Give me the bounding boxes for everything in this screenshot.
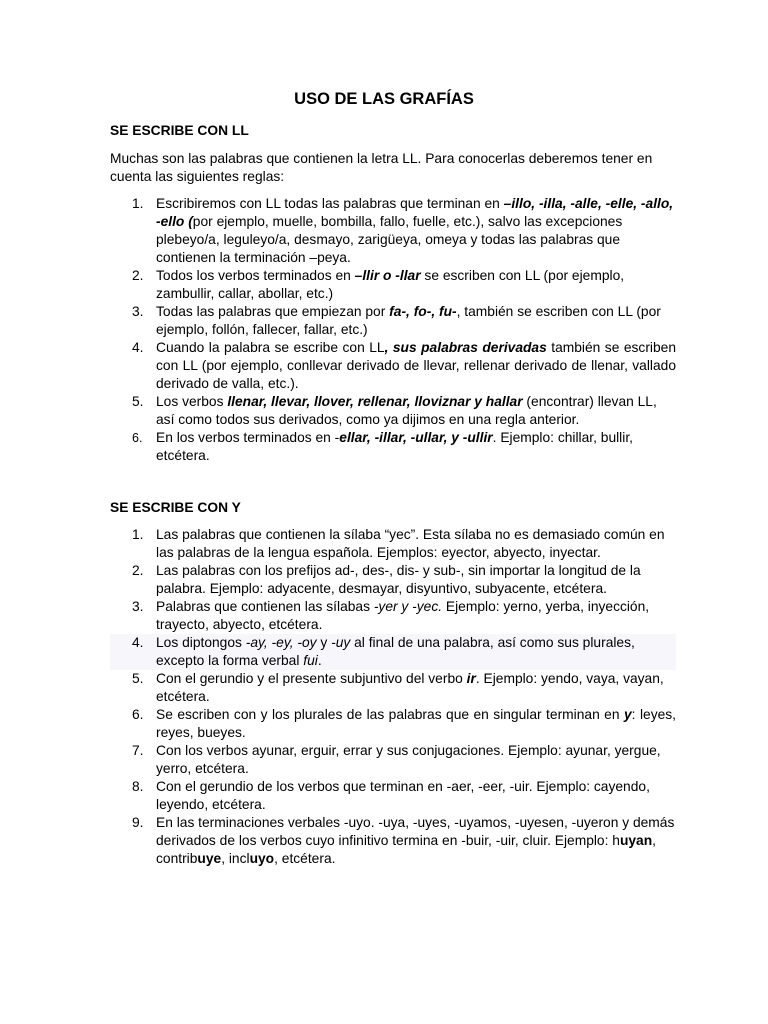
list-item — [110, 303, 676, 339]
rule-text: . — [317, 653, 322, 668]
rule-emphasis: llenar, llevar, llover, rellenar, lloviznar y hallar — [227, 394, 523, 409]
list-item — [110, 778, 676, 814]
rule-text: , etcétera. — [274, 851, 336, 866]
list-item — [110, 393, 676, 429]
rule-text: Los verbos — [156, 394, 228, 409]
rule-emphasis: -yer y -yec. — [373, 599, 443, 614]
rule-text: Todos los verbos terminados en — [156, 268, 355, 283]
rule-text: Con los verbos ayunar, erguir, errar y sus conjugaciones. Ejemplo: ayunar, yergue, yerro, etcétera. — [156, 743, 661, 776]
list-number: 6. — [132, 431, 143, 445]
list-item — [110, 526, 676, 562]
rule-text: por ejemplo, muelle, bombilla, fallo, fuelle, etc.), salvo las excepciones plebeyo/a, leguleyo/a, desmayo, zarigüeya, omeya y todas las palabras que contienen la terminación –peya. — [156, 214, 623, 265]
rule-emphasis: uye — [197, 851, 222, 866]
rule-text: . Ejemplo: chillar, bullir, etcétera. — [156, 430, 633, 463]
rule-emphasis: y — [623, 707, 632, 722]
list-number: 4. — [132, 340, 144, 355]
list-number: 8. — [132, 779, 144, 794]
rule-emphasis: –illo, -illa, -alle, -elle, -allo, -ello ( — [156, 196, 674, 229]
list-number: 5. — [132, 394, 144, 409]
rule-text: (encontrar) llevan LL, así como todos sus derivados, como ya dijimos en una regla anterior. — [156, 394, 657, 427]
list-item — [110, 814, 676, 868]
rule-text: En las terminaciones verbales -uyo. -uya, -uyes, -uyamos, -uyesen, -uyeron y demás derivados de los verbos cuyo infinitivo termina en -buir, -uir, cluir. Ejemplo: h — [156, 815, 675, 848]
list-item — [110, 634, 676, 670]
rule-text: Ejemplo: yerno, yerba, inyección, trayecto, abyecto, etcétera. — [156, 599, 650, 632]
section-heading-y: SE ESCRIBE CON Y — [110, 500, 241, 515]
rule-emphasis: ir — [466, 671, 476, 686]
rule-emphasis: uyo — [249, 851, 275, 866]
rule-text: y — [316, 635, 332, 650]
list-number: 2. — [132, 563, 144, 578]
rule-text: , también se escriben con LL (por ejemplo, follón, fallecer, fallar, etc.) — [156, 304, 661, 337]
rule-emphasis: -uy — [331, 635, 351, 650]
rule-text: también se escriben con LL (por ejemplo, conllevar derivado de llevar, rellenar derivado de llenar, vallado derivado de valla, etc.). — [156, 340, 677, 391]
rule-text: se escriben con LL (por ejemplo, zambullir, callar, abollar, etc.) — [156, 268, 625, 301]
list-number: 6. — [132, 707, 144, 722]
list-item — [110, 339, 676, 393]
y-rules-list — [110, 526, 676, 868]
rule-text: Todas las palabras que empiezan por — [156, 304, 390, 319]
rule-text: Cuando la palabra se escribe con LL — [156, 340, 385, 355]
list-number: 2. — [132, 268, 144, 283]
list-number: 7. — [132, 743, 144, 758]
list-item — [110, 598, 676, 634]
intro-paragraph: Muchas son las palabras que contienen la letra LL. Para conocerlas deberemos tener en cuenta las siguientes reglas: — [110, 151, 653, 184]
rule-text: , incl — [221, 851, 250, 866]
list-item — [110, 706, 676, 742]
rule-text: : leyes, reyes, bueyes. — [156, 707, 676, 740]
list-number: 3. — [132, 304, 144, 319]
rule-emphasis: –llir o -llar — [354, 268, 421, 283]
list-item — [110, 195, 676, 267]
list-item — [110, 429, 676, 465]
rule-text: Las palabras con los prefijos ad-, des-, dis- y sub-, sin importar la longitud de la palabra. Ejemplo: adyacente, desmayar, disyuntivo, subyacente, etcétera. — [156, 563, 641, 596]
rule-emphasis: fui — [303, 653, 318, 668]
list-item — [110, 267, 676, 303]
rule-emphasis: -ay, -ey, -oy — [245, 635, 317, 650]
list-number: 5. — [132, 671, 144, 686]
rule-text: En los verbos terminados en - — [156, 430, 340, 445]
rule-text: , contrib — [156, 833, 656, 866]
rule-text: . Ejemplo: yendo, vaya, vayan, etcétera. — [156, 671, 664, 704]
ll-rules-list — [110, 195, 676, 465]
rule-emphasis: uyan — [619, 833, 653, 848]
rule-text: Palabras que contienen las sílabas — [156, 599, 374, 614]
list-item — [110, 670, 676, 706]
rule-emphasis: ellar, -illar, -ullar, y -ullir — [339, 430, 493, 445]
list-number: 4. — [132, 635, 144, 650]
rule-text: Con el gerundio de los verbos que terminan en -aer, -eer, -uir. Ejemplo: cayendo, leyendo, etcétera. — [156, 779, 650, 812]
document-title: USO DE LAS GRAFÍAS — [294, 90, 474, 108]
rule-text: Escribiremos con LL todas las palabras que terminan en — [156, 196, 504, 211]
list-number: 3. — [132, 599, 144, 614]
rule-text: Las palabras que contienen la sílaba “yec”. Esta sílaba no es demasiado común en las palabras de la lengua española. Ejemplos: eyector, abyecto, inyectar. — [156, 527, 665, 560]
section-heading-ll: SE ESCRIBE CON LL — [110, 123, 249, 138]
rule-text: Se escriben con y los plurales de las palabras que en singular terminan en — [156, 707, 624, 722]
list-number: 1. — [132, 196, 144, 211]
list-number: 1. — [132, 527, 144, 542]
rule-emphasis: fa-, fo-, fu- — [389, 304, 457, 319]
rule-text: Los diptongos — [156, 635, 246, 650]
rule-text: Con el gerundio y el presente subjuntivo del verbo — [156, 671, 467, 686]
rule-emphasis: , sus palabras derivadas — [384, 340, 547, 355]
list-number: 9. — [132, 815, 144, 830]
rule-text: al final de una palabra, así como sus plurales, excepto la forma verbal — [156, 635, 635, 668]
list-item — [110, 562, 676, 598]
list-item — [110, 742, 676, 778]
